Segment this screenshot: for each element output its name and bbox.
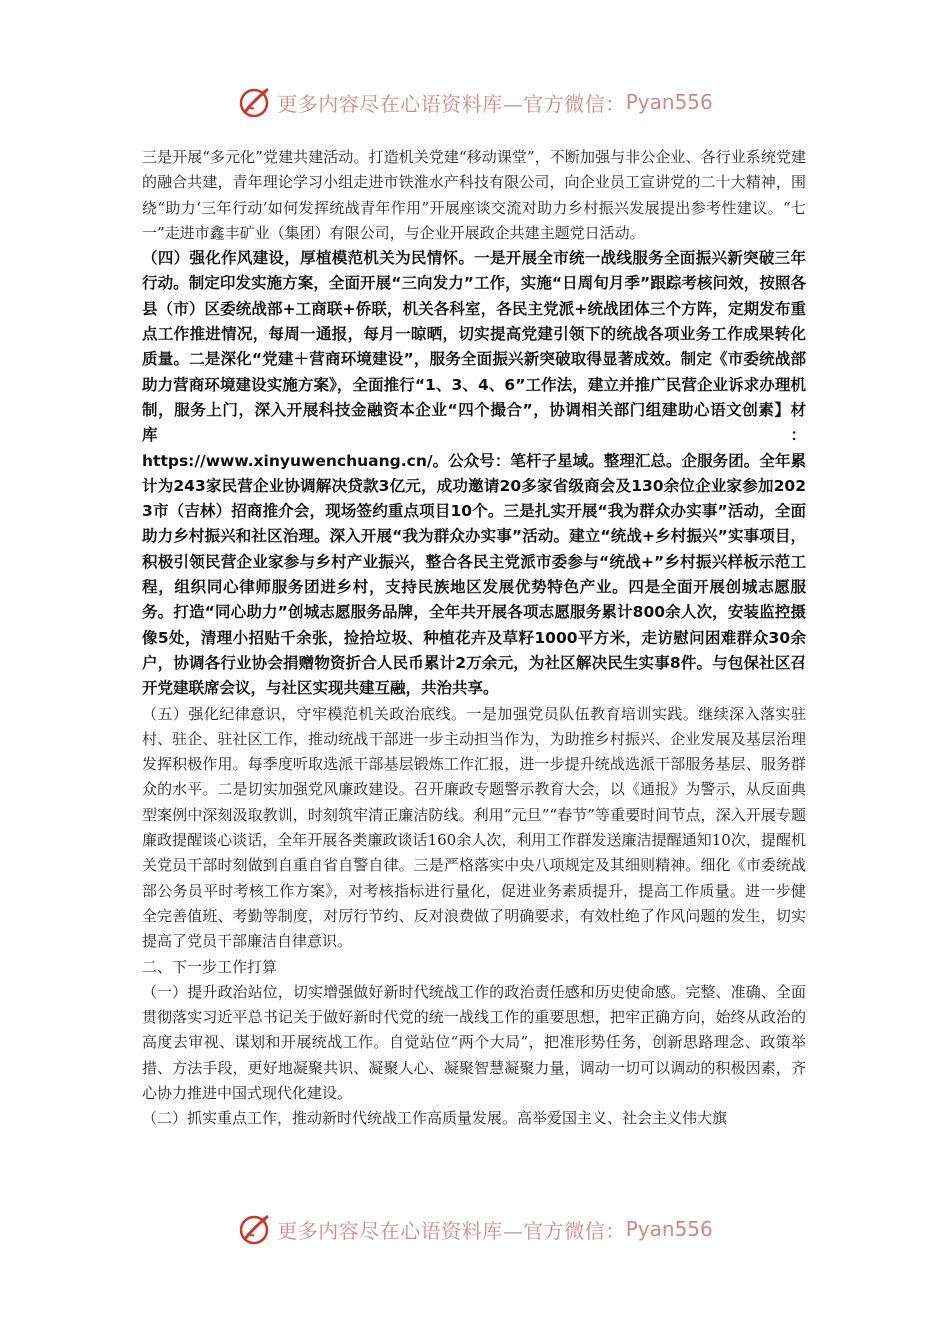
paragraph-party-building: 三是开展“多元化”党建共建活动。打造机关党建“移动课堂”，不断加强与非公企业、各行业系统党建的融合共建，青年理论学习小组走进市铁淮水产科技有限公司，向企业员工宣讲党的二十大精神，围绕“助力‘三年行动’如何发挥统战青年作用”开展座谈交流对助力乡村振兴发展提出参考性建议。“七一”走进市鑫丰矿业（集团）有限公司，与企业开展政企共建主题党日活动。 bbox=[142, 148, 806, 242]
wechat-id: Pyan556 bbox=[625, 90, 713, 114]
paragraph-next-two: （二）抓实重点工作，推动新时代统战工作高质量发展。高举爱国主义、社会主义伟大旗 bbox=[142, 1109, 728, 1128]
paragraph-next-one: （一）提升政治站位，切实增强做好新时代统战工作的政治责任感和历史使命感。完整、准确、全面贯彻落实习近平总书记关于做好新时代党的统一战线工作的重要思想，把牢正确方向，始终从政治的高度去审视、谋划和开展统战工作。自觉站位“两个大局”，把准形势任务，创新思路理念、政策举措、方法手段，更好地凝聚共识、凝聚人心、凝聚智慧凝聚力量，调动一切可以调动的积极因素，齐心协力推进中国式现代化建设。 bbox=[142, 982, 806, 1102]
paragraph-section-four: （四）强化作风建设，厚植模范机关为民情怀。一是开展全市统一战线服务全面振兴新突破三年行动。制定印发实施方案，全面开展“三向发力”工作，实施“日周旬月季”跟踪考核问效，按照各县（市）区委统战部+工商联+侨联，机关各科室，各民主党派+统战团体三个方阵，定期发布重点工作推进情况，每周一通报，每月一晾晒，切实提高党建引领下的统战各项业务工作成果转化质量。二是深化“党建＋营商环境建设”，服务全面振兴新突破取得显著成效。制定《市委统战部助力营商环境建设实施方案》，全面推行“1、3、4、6”工作法，建立并推广民营企业诉求办理机制，服务上门，深入开展科技金融资本企业“四个撮合”，协调相关部门组建助心语文创素】材库： bbox=[142, 249, 806, 445]
paragraph-section-four-cont: https://www.xinyuwenchuang.cn/。公众号：笔杆子星域。整理汇总。企服务团。全年累计为243家民营企业协调解决贷款3亿元，成功邀请20多家省级商会及130余位企业家参加2023市（吉林）招商推介会，现场签约重点项目10个。三是扎实开展“我为群众办实事”活动，全面助力乡村振兴和社区治理。深入开展“我为群众办实事”活动。建立“统战+乡村振兴”实事项目，积极引领民营企业家参与乡村产业振兴，整合各民主党派市委参与“统战+”乡村振兴样板示范工程，组织同心律师服务团进乡村，支持民族地区发展优势特色产业。四是全面开展创城志愿服务。打造“同心助力”创城志愿服务品牌，全年共开展各项志愿服务累计800余人次，安装监控摄像5处，清理小招贴千余张，捡拾垃圾、种植花卉及草籽1000平方米，走访慰问困难群众30余户，协调各行业协会捐赠物资折合人民币累计2万余元，为社区解决民生实事8件。与包保社区召开党建联席会议，与社区实现共建互融，共治共享。 bbox=[142, 451, 806, 698]
brush-logo-icon bbox=[237, 1211, 273, 1247]
wechat-id: Pyan556 bbox=[625, 1217, 713, 1241]
header-banner bbox=[0, 80, 950, 124]
paragraph-section-five: （五）强化纪律意识，守牢模范机关政治底线。一是加强党员队伍教育培训实践。继续深入落实驻村、驻企、驻社区工作，推动统战干部进一步主动担当作为，为助推乡村振兴、企业发展及基层治理发挥积极作用。每季度听取选派干部基层锻炼工作汇报，进一步提升统战选派干部服务基层、服务群众的水平。二是切实加强党风廉政建设。召开廉政专题警示教育大会，以《通报》为警示，从反面典型案例中深刻汲取教训，时刻筑牢清正廉洁防线。利用“元旦”“春节”等重要时间节点，深入开展专题廉政提醒谈心谈话，全年开展各类廉政谈话160余人次，利用工作群发送廉洁提醒通知10次，提醒机关党员干部时刻做到自重自省自警自律。三是严格落实中央八项规定及其细则精神。细化《市委统战部公务员平时考核工作方案》，对考核指标进行量化，促进业务素质提升，提高工作质量。进一步健全完善值班、考勤等制度，对厉行节约、反对浪费做了明确要求，有效杜绝了作风问题的发生，切实提高了党员干部廉洁自律意识。 bbox=[142, 704, 806, 951]
banner-text: 更多内容尽在心语资料库—官方微信： bbox=[277, 1218, 626, 1243]
banner-text: 更多内容尽在心语资料库—官方微信： bbox=[277, 91, 626, 116]
footer-banner bbox=[0, 1207, 950, 1251]
heading-next-steps: 二、下一步工作打算 bbox=[142, 957, 278, 976]
brush-logo-icon bbox=[237, 84, 273, 120]
document-body bbox=[142, 145, 806, 1132]
